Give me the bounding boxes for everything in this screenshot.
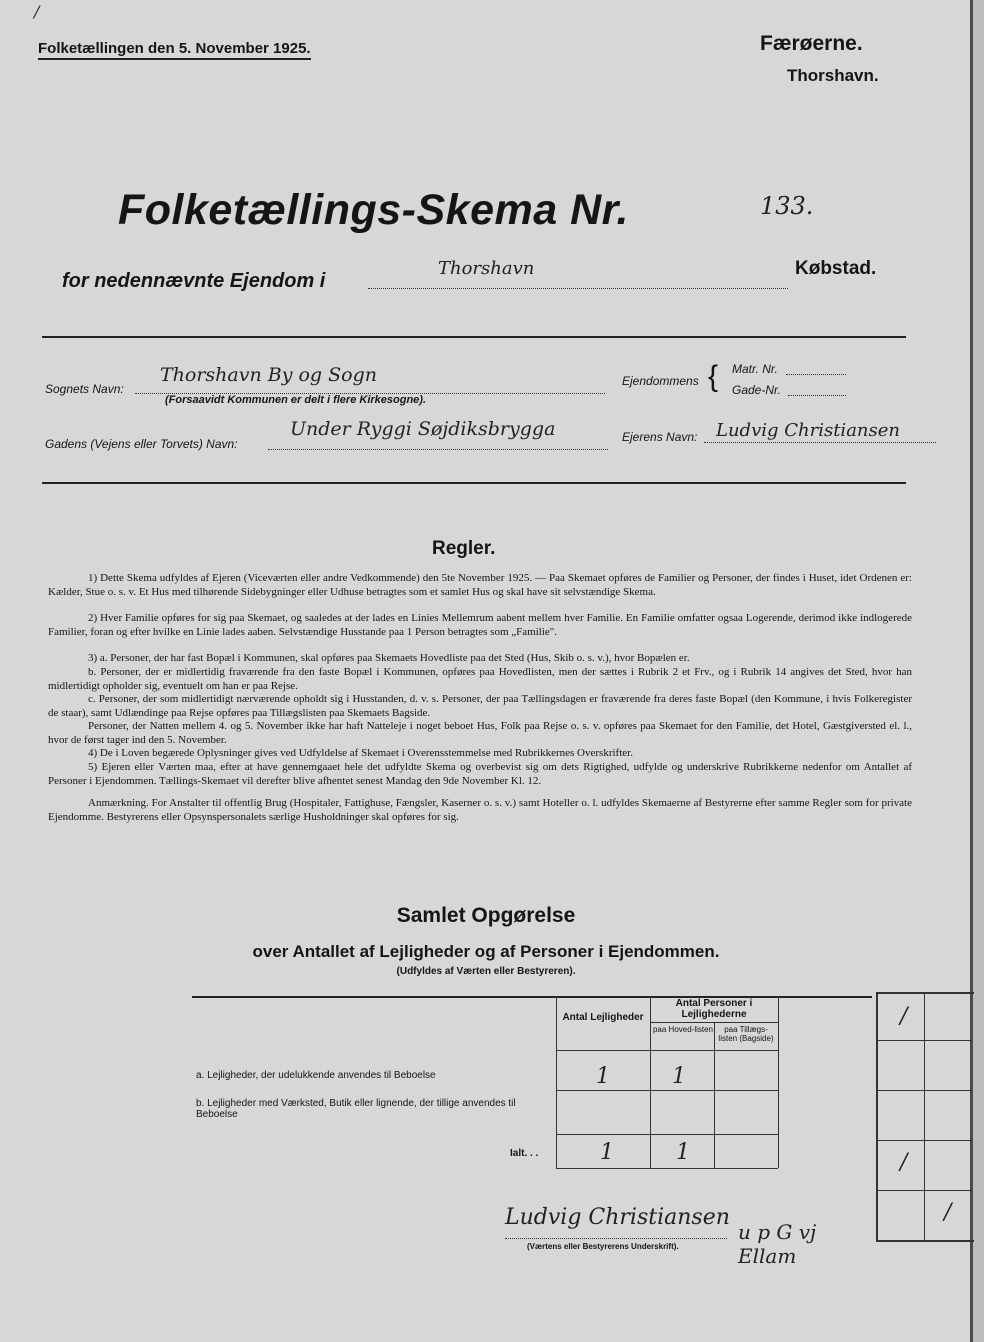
matr-line[interactable] — [786, 374, 846, 375]
col-divider-1 — [556, 996, 557, 1168]
town-header: Thorshavn. — [787, 66, 879, 85]
col-persons-header: Antal Personer i Lejlighederne — [675, 998, 753, 1020]
street-value[interactable]: Under Ryggi Søjdiksbrygga — [290, 418, 556, 440]
corner-mark: / — [34, 2, 40, 21]
rules-title: Regler. — [432, 538, 496, 559]
form-title: Folketællings-Skema Nr. — [118, 186, 629, 234]
row-a-main[interactable]: 1 — [672, 1064, 686, 1089]
rule-3-persons: Personer, der Natten mellem 4. og 5. November ikke har haft Natteleje i noget beboet Hus, Folk paa Rejse o. s. v. opføres paa Skemaet for den Familie, det Hotel, Gæstgiversted el. l., hvor de først tager ind den 5. November. — [48, 720, 912, 746]
property-place: Thorshavn — [438, 258, 535, 279]
side-box-rule-2 — [876, 1090, 972, 1091]
gade-label: Gade-Nr. — [732, 383, 781, 397]
col-divider-4 — [778, 996, 779, 1168]
property-place-line — [368, 288, 788, 289]
col-divider-3 — [714, 1022, 715, 1168]
divider-fields — [42, 482, 906, 484]
rule-3b: b. Personer, der er midlertidig fraværende fra den faste Bopæl i Kommunen, opføres paa Hovedlisten, men der sættes i Rubrik 2 et Frv., og i Rubrik 14 angives det Sted, hvor han midlertidigt opholder sig, eventuelt om han er paa Rejse. — [48, 666, 912, 692]
signature-line — [505, 1238, 727, 1239]
side-mark-2: / — [900, 1150, 908, 1175]
summary-note: (Udfyldes af Værten eller Bestyreren). — [396, 966, 576, 977]
row-a-rule — [556, 1090, 778, 1091]
signature-extra: u p G vj Ellam — [738, 1220, 817, 1268]
region-header: Færøerne. — [760, 32, 863, 55]
matr-label: Matr. Nr. — [732, 362, 778, 376]
divider-top — [42, 336, 906, 338]
col-apartments-header: Antal Lejligheder — [562, 1012, 644, 1023]
parish-label: Sognets Navn: — [45, 382, 124, 396]
gade-line[interactable] — [788, 395, 846, 396]
street-line — [268, 449, 608, 450]
rule-note: Anmærkning. For Anstalter til offentlig Brug (Hospitaler, Fattighuse, Fængsler, Kaserner o. s. v.) samt Hoteller o. l. udfyldes Skemaerne af Bestyrerne efter samme Regler som for private Ejendomme. Bestyrerens eller Opsynspersonalets særlige Husholdninger skal opføres for sig. — [48, 797, 912, 823]
summary-subtitle: over Antallet af Lejligheder og af Personer i Ejendommen. — [252, 942, 720, 961]
brace-icon: { — [708, 360, 719, 393]
rule-5: 5) Ejeren eller Værten maa, efter at have gennemgaaet hele det udfyldte Skema og overbevist sig om dets Rigtighed, udfylde og underskrive Rubrikkerne nedenfor om Antallet af Personer i Ejendommen. Tællings-Skemaet vil derefter blive afhentet senest Mandag den 9de November Kl. 12. — [48, 761, 912, 787]
row-b-rule — [556, 1134, 778, 1135]
rule-3c: c. Personer, der som midlertidigt nærværende opholdt sig i Husstanden, d. v. s. Personer, der paa Tællingsdagen er fraværende fra deres faste Bopæl (den Kommune, i hvis Folkeregister de staar), samt Udlændinge paa Rejse opføres paa Tillægslisten paa Skemaets Bagside. — [48, 693, 912, 719]
side-box-rule-1 — [876, 1040, 972, 1041]
signature-value[interactable]: Ludvig Christiansen — [505, 1205, 730, 1230]
owner-value[interactable]: Ludvig Christiansen — [716, 420, 900, 441]
side-box-divider — [924, 992, 925, 1240]
total-main[interactable]: 1 — [676, 1140, 690, 1165]
total-label: Ialt. . . — [510, 1148, 539, 1159]
row-b-label: b. Lejligheder med Værksted, Butik eller lignende, der tillige anvendes til Beboelse — [196, 1098, 516, 1120]
rule-1: 1) Dette Skema udfyldes af Ejeren (Viceværten eller andre Vedkommende) den 5te November 1925. — Paa Skemaet opføres de Familier og Personer, der findes i Huset, idet Ordenen er: Kælder, Stue o. s. v. Et Hus med tilhørende Sidebygninger eller Udhuse betragtes som et samlet Hus og skal have sit selvstændige Skema. — [48, 572, 912, 598]
parish-note: (Forsaavidt Kommunen er delt i flere Kirkesogne). — [165, 394, 427, 406]
row-a-apartments[interactable]: 1 — [596, 1064, 610, 1089]
signature-caption: (Værtens eller Bestyrerens Underskrift). — [527, 1242, 679, 1251]
persons-sub-rule — [650, 1022, 778, 1023]
rule-4: 4) De i Loven begærede Oplysninger gives ved Udfyldelse af Skemaet i Overensstemmelse med Rubrikkernes Overskrifter. — [88, 747, 633, 759]
side-mark-1: / — [900, 1004, 908, 1029]
total-apartments[interactable]: 1 — [600, 1140, 614, 1165]
form-number: 133. — [760, 192, 814, 220]
col-supp-header: paa Tillægs-listen (Bagside) — [718, 1025, 774, 1043]
col-main-header: paa Hoved-listen — [652, 1025, 714, 1034]
side-box-rule-3 — [876, 1140, 972, 1141]
property-field-label: Ejendommens — [622, 374, 699, 388]
row-a-label: a. Lejligheder, der udelukkende anvendes til Beboelse — [196, 1070, 436, 1081]
rule-2: 2) Hver Familie opføres for sig paa Skemaet, og saaledes at der lades en Linies Mellemrum aabent mellem hver Familie. En Familie omfatter ogsaa Logerende, derimod ikke indlogerede Familier, foran og efter hvilke en Linie lades aaben. Selvstændige Husstande paa 1 Person betragtes som „Familie". — [48, 612, 912, 638]
owner-line — [704, 442, 936, 443]
side-box-rule-4 — [876, 1190, 972, 1191]
header-bottom-rule — [556, 1050, 778, 1051]
side-tally-box — [876, 992, 974, 1242]
street-label: Gadens (Vejens eller Torvets) Navn: — [45, 437, 238, 451]
owner-label: Ejerens Navn: — [622, 430, 698, 444]
side-mark-3: / — [944, 1200, 952, 1225]
kobstad-label: Købstad. — [795, 258, 877, 279]
rule-3a: 3) a. Personer, der har fast Bopæl i Kommunen, skal opføres paa Skemaets Hovedliste paa det Sted (Hus, Skib o. s. v.), hvor Bopælen er. — [88, 652, 690, 664]
summary-title: Samlet Opgørelse — [396, 904, 576, 927]
parish-value[interactable]: Thorshavn By og Sogn — [160, 364, 377, 386]
total-rule — [556, 1168, 778, 1169]
property-label: for nedennævnte Ejendom i — [62, 270, 326, 292]
census-date-header: Folketællingen den 5. November 1925. — [38, 40, 311, 60]
